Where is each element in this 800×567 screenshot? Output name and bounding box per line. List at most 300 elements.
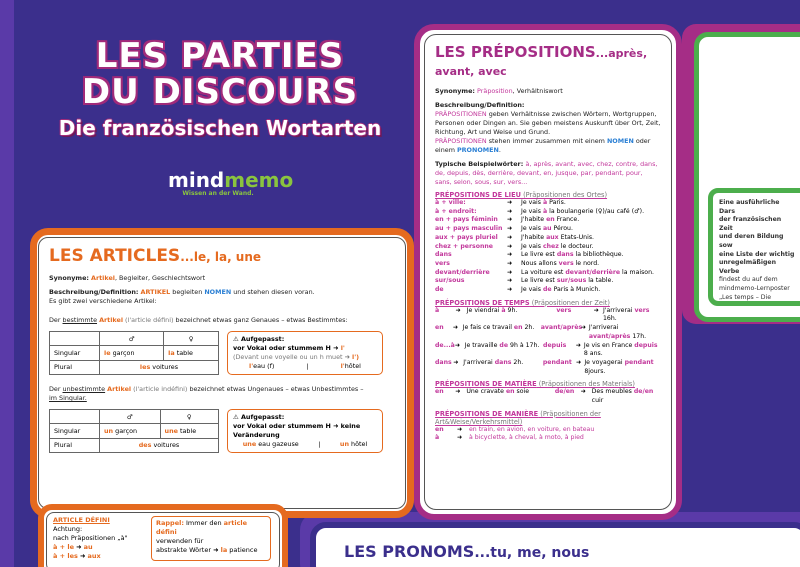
table-cell: Singular xyxy=(50,346,100,360)
highlight: à, après, avant, avec, chez, contre, dans, de, depuis, dès, derrière, devant, en, jusque, par, pendant, pour, sans, selon, sous, sur, vers... xyxy=(435,160,658,186)
warning-line: Veränderung xyxy=(233,431,280,439)
highlight: des xyxy=(138,441,152,450)
prep-synonyme xyxy=(435,87,661,96)
rappel-line: verwenden für xyxy=(156,537,204,545)
rappel-line xyxy=(156,519,266,537)
highlight: en xyxy=(546,216,555,224)
table-row xyxy=(50,438,219,452)
example xyxy=(463,324,541,341)
contraction-row xyxy=(53,543,143,552)
prep-word: dans xyxy=(435,251,452,259)
prep-word: depuis xyxy=(543,341,567,349)
example xyxy=(521,234,594,243)
text: 8jours. xyxy=(584,367,606,375)
text: La voiture est xyxy=(521,268,566,276)
articles-desc2: Es gibt zwei verschiedene Artikel: xyxy=(49,297,157,305)
text: unbestimmte xyxy=(62,385,106,393)
highlight: dans xyxy=(494,358,512,366)
text: eau (f) xyxy=(253,362,275,370)
temps-row xyxy=(435,307,661,324)
prep-word: vers xyxy=(556,306,572,314)
highlight: en xyxy=(505,388,515,396)
prep-description xyxy=(435,101,661,155)
text: hôtel xyxy=(344,362,361,370)
text: J'habite xyxy=(521,233,547,241)
highlight: la xyxy=(168,348,175,357)
prepositions-panel xyxy=(424,34,672,510)
text: Der xyxy=(49,385,63,393)
text: (Devant une voyelle ou un h muet xyxy=(233,353,343,361)
table-cell xyxy=(164,346,219,360)
matiere-heading xyxy=(435,380,661,388)
indefinite-article-table xyxy=(49,409,219,453)
text: Je vais xyxy=(521,242,543,250)
text: France. xyxy=(554,216,580,224)
arrow-icon: ➜ xyxy=(507,207,513,215)
text: geben Verhältnisse zwischen Wörtern, Wortgruppen, Personen oder Dingen an. Sie geben meistens Auskunft über Ort, Zeit, Richtung, Art und Weise und Grund. xyxy=(435,110,661,136)
warning-line xyxy=(233,353,377,362)
arrow-icon: ➜ xyxy=(213,546,219,554)
info-line: französischen Zeiten". xyxy=(719,302,789,306)
table-cell: Singular xyxy=(50,424,100,438)
arrow-icon: ➜ xyxy=(507,233,513,241)
warning-examples xyxy=(233,362,377,371)
highlight: PRÄPOSITIONEN xyxy=(435,137,487,145)
text: Je travaille xyxy=(464,341,500,349)
text: Je vais xyxy=(521,207,543,215)
text: Aufgepasst: xyxy=(240,335,285,343)
highlight: un xyxy=(104,426,114,435)
lieu-row xyxy=(435,225,661,234)
highlight: vers xyxy=(558,259,574,267)
article-defini-left xyxy=(53,516,143,561)
lieu-heading xyxy=(435,191,661,199)
highlight: Artikel xyxy=(91,274,115,282)
arrow-icon: ➜ xyxy=(580,388,586,396)
text: J'habite xyxy=(521,216,547,224)
prep-word: en xyxy=(435,425,444,433)
male-symbol-icon: ♂ xyxy=(100,332,164,346)
text: Le livre est xyxy=(521,277,557,285)
lieu-row xyxy=(435,234,661,243)
temps-row xyxy=(435,359,661,376)
text: bezeichnet etwas Ungenaues – etwas Unbestimmtes – xyxy=(189,385,364,393)
prepositions-title-main: LES PRÉPOSITIONS xyxy=(435,43,596,61)
warning-line xyxy=(233,344,377,353)
arrow-icon: ➜ xyxy=(76,543,82,551)
text: PRÉPOSITIONS DE LIEU xyxy=(435,191,521,199)
highlight: aux xyxy=(546,233,559,241)
highlight: ARTIKEL xyxy=(140,288,171,296)
maniere-row xyxy=(435,434,661,443)
highlight: avant/après xyxy=(588,332,631,340)
highlight: de xyxy=(542,286,552,294)
arrow-icon: ➜ xyxy=(344,353,350,361)
temps-row xyxy=(435,342,661,359)
text: le docteur. xyxy=(558,242,594,250)
logo-mind: mind xyxy=(168,168,225,192)
text: la boulangerie (♀)/au café (♂). xyxy=(547,207,645,215)
info-line: „Les temps – Die xyxy=(719,293,772,301)
example xyxy=(603,307,661,324)
indefinite-article-section xyxy=(49,409,395,453)
table-row xyxy=(50,410,219,424)
arrow-icon: ➜ xyxy=(455,388,461,396)
label: Beschreibung/Definition: xyxy=(435,101,525,109)
articles-panel xyxy=(38,237,406,509)
mindmemo-logo xyxy=(168,168,294,197)
highlight: l' xyxy=(340,362,345,370)
prep-word: aux + pays pluriel xyxy=(435,233,498,241)
poster-title xyxy=(40,38,400,140)
prep-word: de...à xyxy=(435,341,455,349)
example xyxy=(463,359,543,376)
highlight: de/en xyxy=(633,388,654,396)
contraction-row xyxy=(53,552,143,561)
lieu-list xyxy=(435,199,661,295)
text-line: Achtung: xyxy=(53,525,83,533)
prep-word: pendant xyxy=(542,358,572,366)
lieu-row xyxy=(435,216,661,225)
warning-box-2 xyxy=(227,409,383,453)
prep-word: devant/derrière xyxy=(435,268,490,276)
pronoms-title xyxy=(344,542,589,561)
articles-title-main: LES ARTICLES xyxy=(49,246,181,266)
info-line: Eine ausführliche Dars xyxy=(719,199,780,215)
example xyxy=(341,362,361,371)
text: 17h. xyxy=(630,332,647,340)
prep-word: à + ville: xyxy=(435,199,466,206)
arrow-icon: ➜ xyxy=(454,341,461,349)
maniere-heading xyxy=(435,410,661,426)
text: Pérou. xyxy=(551,225,573,233)
highlight: au xyxy=(83,543,93,551)
example xyxy=(521,269,654,278)
text: garçon xyxy=(110,348,135,357)
text: (Präpositionen des Ortes) xyxy=(520,191,608,199)
text: J'arriverai xyxy=(463,358,495,366)
table-cell: Plural xyxy=(50,360,100,374)
example xyxy=(467,307,557,324)
example xyxy=(465,342,543,359)
example: en train, en avion, en voiture, en bateau xyxy=(469,425,595,433)
highlight: sur/sous xyxy=(556,277,587,285)
arrow-icon: ➜ xyxy=(580,324,586,332)
highlight: à xyxy=(542,199,548,206)
table-cell xyxy=(100,438,219,452)
highlight: l' xyxy=(340,344,345,352)
text: la bibliothèque. xyxy=(573,251,624,259)
prep-word: en + pays féminin xyxy=(435,216,498,224)
prep-word: en xyxy=(435,324,444,332)
prep-word: vers xyxy=(435,259,450,267)
info-line: der französischen Zeit xyxy=(719,216,782,232)
text: Je vis en France xyxy=(583,341,635,349)
arrow-icon: ➜ xyxy=(453,358,459,366)
table-cell xyxy=(160,424,218,438)
text: Je vais xyxy=(521,286,543,294)
table-cell xyxy=(50,410,100,424)
highlight: à + le xyxy=(53,543,74,551)
text: Des meubles xyxy=(591,388,634,396)
highlight: article défini xyxy=(156,519,248,536)
text: Une cravate xyxy=(466,388,506,396)
example xyxy=(521,208,644,217)
label: Typische Beispielwörter: xyxy=(435,160,526,168)
highlight: à xyxy=(501,306,506,314)
definite-article-intro xyxy=(49,316,395,325)
prep-word: avant/après xyxy=(540,324,583,332)
text: , Begleiter, Geschlechtswort xyxy=(114,274,206,282)
arrow-icon: ➜ xyxy=(507,199,513,206)
text: Je voyagerai xyxy=(584,358,625,366)
temps-list xyxy=(435,307,661,377)
text: voitures xyxy=(150,363,179,372)
male-symbol-icon: ♂ xyxy=(100,410,161,424)
example xyxy=(592,388,661,405)
text: begleiten xyxy=(170,288,205,296)
table-cell xyxy=(100,360,219,374)
text: le nord. xyxy=(573,259,600,267)
example xyxy=(521,260,599,269)
definite-article-section xyxy=(49,331,395,375)
highlight: devant/derrière xyxy=(565,268,621,276)
text: Le livre est xyxy=(521,251,557,259)
text: im Singular. xyxy=(49,394,87,402)
articles-synonyme xyxy=(49,274,395,283)
text: 9h. xyxy=(505,306,518,314)
text: PRÉPOSITIONS DE MANIÈRE xyxy=(435,409,539,418)
example xyxy=(521,243,594,252)
text: J'arriverai xyxy=(602,306,635,314)
example xyxy=(521,225,573,234)
arrow-icon: ➜ xyxy=(457,434,463,442)
matiere-row xyxy=(435,388,661,405)
text: . xyxy=(498,146,501,154)
text: stehen immer zusammen mit einem xyxy=(486,137,607,145)
text: (Präpositionen der Art&Weise/Verkehrsmittel) xyxy=(435,409,601,426)
articles-title xyxy=(49,246,395,266)
prep-word: en xyxy=(435,388,444,396)
info-line: und deren Bildung sow xyxy=(719,233,784,249)
text: und stehen diesen voran. xyxy=(231,288,315,296)
prep-word: dans xyxy=(435,358,452,366)
highlight: vers xyxy=(634,306,650,314)
example xyxy=(521,251,624,260)
lieu-row xyxy=(435,286,661,295)
text: table xyxy=(177,426,197,435)
title-line-1: LES PARTIES xyxy=(95,36,345,76)
lieu-row xyxy=(435,243,661,252)
warning-line: vor Vokal oder stummem H ➜ keine xyxy=(233,422,361,430)
warning-title xyxy=(233,335,377,344)
example xyxy=(521,216,579,225)
text: PRÉPOSITIONS DE MATIÈRE xyxy=(435,380,537,389)
highlight: une xyxy=(242,440,257,448)
example xyxy=(589,324,661,341)
example xyxy=(584,359,661,376)
text: la maison. xyxy=(620,268,654,276)
title-subtitle: Die französischen Wortarten xyxy=(58,116,382,140)
example xyxy=(466,388,554,405)
prepositions-title xyxy=(435,43,661,79)
arrow-icon: ➜ xyxy=(575,341,581,349)
highlight: Rappel: xyxy=(156,519,184,527)
text: Etats-Unis. xyxy=(558,233,595,241)
arrow-icon: ➜ xyxy=(507,251,513,259)
table-cell xyxy=(100,424,161,438)
highlight: chez xyxy=(542,242,559,250)
info-line: eine Liste der wichtig xyxy=(719,250,795,258)
highlight: à + les xyxy=(53,552,78,560)
highlight: NOMEN xyxy=(204,288,232,296)
female-symbol-icon: ♀ xyxy=(160,410,218,424)
text: (l'article défini) xyxy=(123,316,176,324)
prep-word: de xyxy=(435,286,444,294)
articles-title-sub: ...le, la, une xyxy=(180,250,262,264)
text: Paris. xyxy=(547,199,566,206)
rappel-line xyxy=(156,546,266,555)
highlight: le xyxy=(104,348,111,357)
table-row xyxy=(50,346,219,360)
definite-article-table xyxy=(49,331,219,375)
highlight: l' xyxy=(249,362,254,370)
lieu-row xyxy=(435,269,661,278)
highlight: de xyxy=(499,341,509,349)
highlight: au xyxy=(542,225,552,233)
highlight: en xyxy=(513,324,523,332)
rappel-box xyxy=(151,516,271,561)
warning-title xyxy=(233,413,377,422)
table-row xyxy=(50,332,219,346)
highlight: la xyxy=(220,546,228,554)
text: (Präpositionen der Zeit) xyxy=(529,298,610,307)
example xyxy=(340,440,367,449)
highlight: Artikel xyxy=(99,316,124,324)
text: (l'article indéfini) xyxy=(131,385,190,393)
arrow-icon: ➜ xyxy=(507,259,513,267)
text: soie xyxy=(514,388,530,396)
prep-word: au + pays masculin xyxy=(435,225,503,233)
text: J'arriverai xyxy=(588,324,619,332)
text: vor Vokal oder stummem H xyxy=(233,344,331,352)
label: Synonyme: xyxy=(435,87,475,95)
arrow-icon: ➜ xyxy=(593,306,599,314)
arrow-icon: ➜ xyxy=(79,552,86,560)
pronoms-title-main: LES PRONOMS xyxy=(344,542,475,561)
articles-description xyxy=(49,288,395,297)
text: , Verhältniswort xyxy=(512,87,563,95)
arrow-icon: ➜ xyxy=(333,344,339,352)
example xyxy=(584,342,661,359)
text: voitures xyxy=(151,441,180,450)
left-border-strip xyxy=(0,0,14,567)
highlight: aux xyxy=(87,552,101,560)
article-defini-content xyxy=(53,516,273,561)
text: hôtel xyxy=(349,440,368,448)
warning-icon: ⚠ xyxy=(233,335,239,343)
lieu-row xyxy=(435,277,661,286)
arrow-icon: ➜ xyxy=(507,225,513,233)
highlight: pendant xyxy=(624,358,654,366)
warning-box-1 xyxy=(227,331,383,375)
text: patience xyxy=(227,546,258,554)
text: oder einem xyxy=(435,137,651,154)
article-defini-title: ARTICLE DÉFINI xyxy=(53,516,110,524)
warning-icon: ⚠ xyxy=(233,413,239,421)
text: abstrakte Wörter xyxy=(156,546,214,554)
example xyxy=(243,440,299,449)
highlight: PRONOMEN xyxy=(456,146,499,154)
highlight: une xyxy=(164,426,178,435)
text: bezeichnet etwas ganz Genaues – etwas Bestimmtes: xyxy=(175,316,348,324)
indefinite-article-intro xyxy=(49,385,395,403)
text: bestimmte xyxy=(62,316,98,324)
text: 8 ans. xyxy=(583,350,603,358)
info-line: unregelmäßigen Verbe xyxy=(719,259,777,275)
website-url: www.mindmemo.de xyxy=(620,532,739,545)
text: cuir xyxy=(591,397,604,405)
arrow-icon: ➜ xyxy=(576,358,582,366)
prep-word: à xyxy=(435,306,440,314)
lieu-row xyxy=(435,199,661,208)
text: 2h. xyxy=(511,358,524,366)
highlight: à xyxy=(542,207,548,215)
arrow-icon: ➜ xyxy=(507,286,513,294)
text: Je fais ce travail xyxy=(462,324,514,332)
text-line: nach Präpositionen „à" xyxy=(53,534,128,542)
lieu-row xyxy=(435,260,661,269)
text: 9h à 17h. xyxy=(508,341,540,349)
highlight: NOMEN xyxy=(606,137,634,145)
prep-word: à xyxy=(435,434,440,442)
warning-examples xyxy=(233,440,377,449)
arrow-icon: ➜ xyxy=(507,268,513,276)
text: Der xyxy=(49,316,63,324)
text: la table. xyxy=(586,277,614,285)
arrow-icon: ➜ xyxy=(457,425,463,433)
text: 2h. xyxy=(522,324,535,332)
example xyxy=(521,286,600,295)
text: Je vais xyxy=(521,225,543,233)
text: Aufgepasst: xyxy=(240,413,285,421)
temps-heading xyxy=(435,299,661,307)
article-defini-panel xyxy=(46,512,280,567)
highlight: Artikel xyxy=(107,385,132,393)
female-symbol-icon: ♀ xyxy=(164,332,219,346)
table-cell: Plural xyxy=(50,438,100,452)
table-row xyxy=(50,424,219,438)
text: Je viendrai xyxy=(466,306,502,314)
logo-tagline: Wissen an der Wand. xyxy=(182,190,254,197)
desc-paragraph xyxy=(435,110,661,137)
arrow-icon: ➜ xyxy=(452,324,459,332)
highlight: PRÄPOSITIONEN xyxy=(435,110,487,118)
example xyxy=(249,362,274,371)
label: Synonyme: xyxy=(49,274,89,282)
table-cell xyxy=(100,346,164,360)
desc-paragraph xyxy=(435,137,661,155)
prepositions-title-sub: ...après, avant, avec xyxy=(435,47,648,78)
table-cell xyxy=(50,332,100,346)
title-line-2: DU DISCOURS xyxy=(81,72,359,112)
text: garçon xyxy=(113,426,138,435)
divider: | xyxy=(318,440,321,448)
prep-word: chez + personne xyxy=(435,242,493,250)
text: Nous allons xyxy=(521,259,559,267)
example: à bicyclette, à cheval, à moto, à pied xyxy=(469,434,584,442)
prep-typical-words xyxy=(435,160,661,187)
